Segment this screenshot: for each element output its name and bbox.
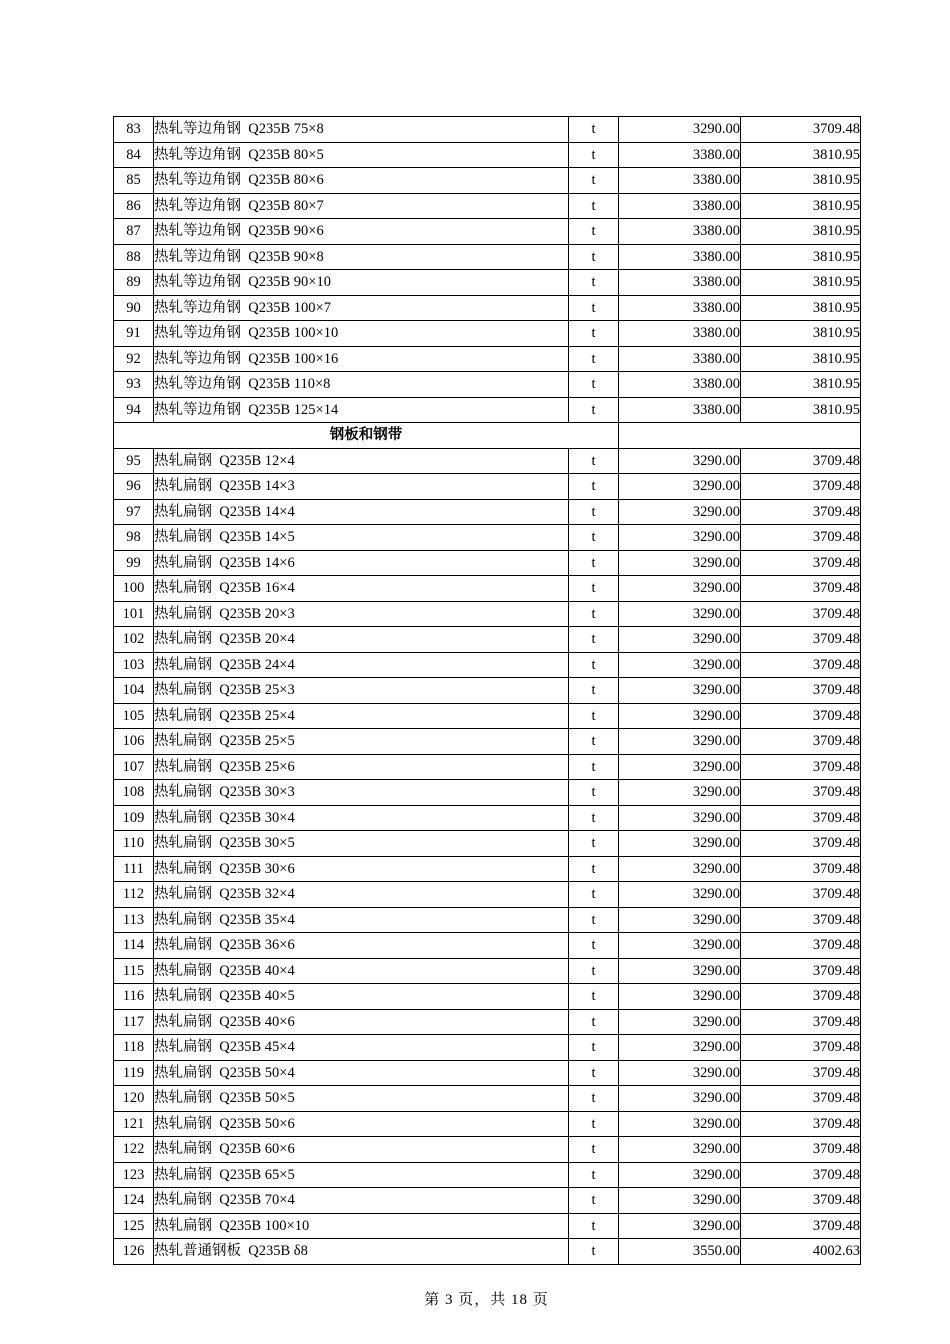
table-row (114, 805, 861, 831)
price2-cell: 3709.48 (741, 1111, 861, 1137)
table-row (114, 780, 861, 806)
price1-cell: 3290.00 (619, 856, 741, 882)
row-number-cell: 88 (114, 244, 154, 270)
table-row (114, 142, 861, 168)
price1-cell: 3290.00 (619, 1060, 741, 1086)
unit-cell: t (569, 1035, 619, 1061)
row-number-cell: 121 (114, 1111, 154, 1137)
unit-cell: t (569, 856, 619, 882)
row-number-cell: 91 (114, 321, 154, 347)
row-number-cell: 106 (114, 729, 154, 755)
row-number-cell: 123 (114, 1162, 154, 1188)
item-name-cell: 热轧扁钢 Q235B 40×5 (154, 984, 569, 1010)
table-row (114, 550, 861, 576)
price1-cell: 3290.00 (619, 1137, 741, 1163)
unit-cell: t (569, 525, 619, 551)
price1-cell: 3290.00 (619, 754, 741, 780)
price1-cell: 3290.00 (619, 601, 741, 627)
page-footer: 第 3 页，共 18 页 (424, 1292, 549, 1308)
unit-cell: t (569, 270, 619, 296)
row-number-cell: 99 (114, 550, 154, 576)
price2-cell: 3709.48 (741, 1213, 861, 1239)
item-name-cell: 热轧扁钢 Q235B 14×6 (154, 550, 569, 576)
unit-cell: t (569, 193, 619, 219)
item-name-cell: 热轧扁钢 Q235B 45×4 (154, 1035, 569, 1061)
price2-cell: 3709.48 (741, 499, 861, 525)
table-row (114, 193, 861, 219)
unit-cell: t (569, 474, 619, 500)
price1-cell: 3290.00 (619, 525, 741, 551)
table-row (114, 882, 861, 908)
row-number-cell: 96 (114, 474, 154, 500)
unit-cell: t (569, 1213, 619, 1239)
unit-cell: t (569, 984, 619, 1010)
price1-cell: 3290.00 (619, 1111, 741, 1137)
table-row (114, 1086, 861, 1112)
row-number-cell: 118 (114, 1035, 154, 1061)
table-row (114, 117, 861, 143)
row-number-cell: 95 (114, 448, 154, 474)
price2-cell: 3810.95 (741, 397, 861, 423)
unit-cell: t (569, 117, 619, 143)
row-number-cell: 120 (114, 1086, 154, 1112)
item-name-cell: 热轧等边角钢 Q235B 110×8 (154, 372, 569, 398)
price1-cell: 3290.00 (619, 1162, 741, 1188)
price1-cell: 3380.00 (619, 321, 741, 347)
item-name-cell: 热轧等边角钢 Q235B 80×7 (154, 193, 569, 219)
item-name-cell: 热轧等边角钢 Q235B 80×6 (154, 168, 569, 194)
row-number-cell: 104 (114, 678, 154, 704)
unit-cell: t (569, 142, 619, 168)
price1-cell: 3290.00 (619, 984, 741, 1010)
item-name-cell: 热轧扁钢 Q235B 25×6 (154, 754, 569, 780)
table-row (114, 372, 861, 398)
table-row (114, 1035, 861, 1061)
table-row (114, 678, 861, 704)
item-name-cell: 热轧扁钢 Q235B 30×3 (154, 780, 569, 806)
table-row (114, 219, 861, 245)
price2-cell: 3810.95 (741, 295, 861, 321)
table-row (114, 321, 861, 347)
price1-cell: 3290.00 (619, 627, 741, 653)
item-name-cell: 热轧扁钢 Q235B 50×6 (154, 1111, 569, 1137)
item-name-cell: 热轧等边角钢 Q235B 90×8 (154, 244, 569, 270)
price1-cell: 3380.00 (619, 346, 741, 372)
unit-cell: t (569, 780, 619, 806)
section-header-row (114, 423, 861, 449)
table-row (114, 397, 861, 423)
row-number-cell: 90 (114, 295, 154, 321)
row-number-cell: 98 (114, 525, 154, 551)
table-row (114, 984, 861, 1010)
table-row (114, 652, 861, 678)
row-number-cell: 100 (114, 576, 154, 602)
price2-cell: 3810.95 (741, 372, 861, 398)
item-name-cell: 热轧扁钢 Q235B 24×4 (154, 652, 569, 678)
item-name-cell: 热轧等边角钢 Q235B 100×7 (154, 295, 569, 321)
price2-cell: 3810.95 (741, 346, 861, 372)
price2-cell: 3709.48 (741, 1035, 861, 1061)
unit-cell: t (569, 1188, 619, 1214)
row-number-cell: 114 (114, 933, 154, 959)
unit-cell: t (569, 652, 619, 678)
row-number-cell: 83 (114, 117, 154, 143)
row-number-cell: 124 (114, 1188, 154, 1214)
table-row (114, 729, 861, 755)
price2-cell: 3810.95 (741, 168, 861, 194)
table-row (114, 907, 861, 933)
table-row (114, 831, 861, 857)
price2-cell: 3810.95 (741, 142, 861, 168)
unit-cell: t (569, 678, 619, 704)
row-number-cell: 126 (114, 1239, 154, 1265)
price1-cell: 3380.00 (619, 142, 741, 168)
price1-cell: 3290.00 (619, 907, 741, 933)
unit-cell: t (569, 1009, 619, 1035)
item-name-cell: 热轧扁钢 Q235B 25×4 (154, 703, 569, 729)
row-number-cell: 105 (114, 703, 154, 729)
price1-cell: 3380.00 (619, 372, 741, 398)
table-row (114, 627, 861, 653)
table-row (114, 1009, 861, 1035)
table-row (114, 1137, 861, 1163)
table-row (114, 168, 861, 194)
price1-cell: 3290.00 (619, 780, 741, 806)
item-name-cell: 热轧扁钢 Q235B 32×4 (154, 882, 569, 908)
table-row (114, 1111, 861, 1137)
unit-cell: t (569, 1060, 619, 1086)
unit-cell: t (569, 1086, 619, 1112)
price1-cell: 3290.00 (619, 1086, 741, 1112)
row-number-cell: 110 (114, 831, 154, 857)
row-number-cell: 111 (114, 856, 154, 882)
item-name-cell: 热轧扁钢 Q235B 65×5 (154, 1162, 569, 1188)
price2-cell: 3810.95 (741, 270, 861, 296)
price2-cell: 3709.48 (741, 117, 861, 143)
table-row (114, 270, 861, 296)
price2-cell: 3709.48 (741, 703, 861, 729)
unit-cell: t (569, 882, 619, 908)
price2-cell: 3709.48 (741, 1162, 861, 1188)
item-name-cell: 热轧等边角钢 Q235B 80×5 (154, 142, 569, 168)
price2-cell: 3709.48 (741, 678, 861, 704)
price2-cell: 3709.48 (741, 780, 861, 806)
unit-cell: t (569, 576, 619, 602)
item-name-cell: 热轧扁钢 Q235B 40×6 (154, 1009, 569, 1035)
table-row (114, 601, 861, 627)
row-number-cell: 102 (114, 627, 154, 653)
price2-cell: 3709.48 (741, 933, 861, 959)
price1-cell: 3380.00 (619, 168, 741, 194)
section-header-empty-cell (619, 423, 861, 449)
unit-cell: t (569, 958, 619, 984)
table-row (114, 1239, 861, 1265)
row-number-cell: 103 (114, 652, 154, 678)
item-name-cell: 热轧扁钢 Q235B 14×4 (154, 499, 569, 525)
unit-cell: t (569, 1111, 619, 1137)
price1-cell: 3290.00 (619, 117, 741, 143)
item-name-cell: 热轧普通钢板 Q235B δ8 (154, 1239, 569, 1265)
row-number-cell: 115 (114, 958, 154, 984)
row-number-cell: 87 (114, 219, 154, 245)
item-name-cell: 热轧扁钢 Q235B 30×5 (154, 831, 569, 857)
row-number-cell: 113 (114, 907, 154, 933)
table-row (114, 474, 861, 500)
price1-cell: 3290.00 (619, 1213, 741, 1239)
item-name-cell: 热轧扁钢 Q235B 16×4 (154, 576, 569, 602)
price2-cell: 3709.48 (741, 729, 861, 755)
table-row (114, 1060, 861, 1086)
price1-cell: 3290.00 (619, 1009, 741, 1035)
row-number-cell: 86 (114, 193, 154, 219)
row-number-cell: 93 (114, 372, 154, 398)
item-name-cell: 热轧扁钢 Q235B 70×4 (154, 1188, 569, 1214)
price2-cell: 3709.48 (741, 805, 861, 831)
price1-cell: 3290.00 (619, 576, 741, 602)
price1-cell: 3290.00 (619, 678, 741, 704)
unit-cell: t (569, 219, 619, 245)
unit-cell: t (569, 295, 619, 321)
price2-cell: 3709.48 (741, 831, 861, 857)
table-row (114, 933, 861, 959)
table-row (114, 754, 861, 780)
unit-cell: t (569, 168, 619, 194)
row-number-cell: 112 (114, 882, 154, 908)
item-name-cell: 热轧扁钢 Q235B 25×3 (154, 678, 569, 704)
unit-cell: t (569, 397, 619, 423)
price1-cell: 3290.00 (619, 831, 741, 857)
item-name-cell: 热轧扁钢 Q235B 14×3 (154, 474, 569, 500)
table-row (114, 1162, 861, 1188)
price2-cell: 3709.48 (741, 1060, 861, 1086)
table-row (114, 856, 861, 882)
item-name-cell: 热轧扁钢 Q235B 50×5 (154, 1086, 569, 1112)
price1-cell: 3290.00 (619, 1035, 741, 1061)
item-name-cell: 热轧等边角钢 Q235B 90×10 (154, 270, 569, 296)
price2-cell: 4002.63 (741, 1239, 861, 1265)
section-header-label: 钢板和钢带 (114, 423, 619, 449)
row-number-cell: 84 (114, 142, 154, 168)
price1-cell: 3290.00 (619, 882, 741, 908)
item-name-cell: 热轧扁钢 Q235B 35×4 (154, 907, 569, 933)
price1-cell: 3380.00 (619, 295, 741, 321)
price1-cell: 3290.00 (619, 448, 741, 474)
item-name-cell: 热轧扁钢 Q235B 50×4 (154, 1060, 569, 1086)
price2-cell: 3709.48 (741, 958, 861, 984)
item-name-cell: 热轧扁钢 Q235B 60×6 (154, 1137, 569, 1163)
price1-cell: 3290.00 (619, 1188, 741, 1214)
price2-cell: 3709.48 (741, 627, 861, 653)
unit-cell: t (569, 627, 619, 653)
row-number-cell: 125 (114, 1213, 154, 1239)
price2-cell: 3709.48 (741, 474, 861, 500)
row-number-cell: 101 (114, 601, 154, 627)
unit-cell: t (569, 805, 619, 831)
price2-cell: 3709.48 (741, 576, 861, 602)
price2-cell: 3810.95 (741, 244, 861, 270)
unit-cell: t (569, 831, 619, 857)
price2-cell: 3709.48 (741, 448, 861, 474)
table-row (114, 499, 861, 525)
price1-cell: 3290.00 (619, 958, 741, 984)
unit-cell: t (569, 550, 619, 576)
price2-cell: 3709.48 (741, 1188, 861, 1214)
price1-cell: 3550.00 (619, 1239, 741, 1265)
price2-cell: 3709.48 (741, 882, 861, 908)
item-name-cell: 热轧扁钢 Q235B 14×5 (154, 525, 569, 551)
price1-cell: 3290.00 (619, 652, 741, 678)
item-name-cell: 热轧扁钢 Q235B 36×6 (154, 933, 569, 959)
unit-cell: t (569, 321, 619, 347)
table-row (114, 525, 861, 551)
price1-cell: 3290.00 (619, 550, 741, 576)
price2-cell: 3709.48 (741, 984, 861, 1010)
price2-cell: 3709.48 (741, 601, 861, 627)
unit-cell: t (569, 754, 619, 780)
price2-cell: 3810.95 (741, 219, 861, 245)
price1-cell: 3290.00 (619, 933, 741, 959)
price1-cell: 3290.00 (619, 474, 741, 500)
item-name-cell: 热轧扁钢 Q235B 100×10 (154, 1213, 569, 1239)
table-row (114, 703, 861, 729)
row-number-cell: 122 (114, 1137, 154, 1163)
unit-cell: t (569, 1137, 619, 1163)
row-number-cell: 85 (114, 168, 154, 194)
item-name-cell: 热轧扁钢 Q235B 12×4 (154, 448, 569, 474)
item-name-cell: 热轧等边角钢 Q235B 100×10 (154, 321, 569, 347)
row-number-cell: 108 (114, 780, 154, 806)
row-number-cell: 97 (114, 499, 154, 525)
price2-cell: 3709.48 (741, 1009, 861, 1035)
unit-cell: t (569, 933, 619, 959)
price2-cell: 3810.95 (741, 193, 861, 219)
price1-cell: 3380.00 (619, 193, 741, 219)
row-number-cell: 92 (114, 346, 154, 372)
row-number-cell: 89 (114, 270, 154, 296)
price1-cell: 3380.00 (619, 219, 741, 245)
item-name-cell: 热轧扁钢 Q235B 25×5 (154, 729, 569, 755)
row-number-cell: 119 (114, 1060, 154, 1086)
price2-cell: 3709.48 (741, 652, 861, 678)
unit-cell: t (569, 729, 619, 755)
row-number-cell: 117 (114, 1009, 154, 1035)
row-number-cell: 94 (114, 397, 154, 423)
row-number-cell: 116 (114, 984, 154, 1010)
item-name-cell: 热轧扁钢 Q235B 20×3 (154, 601, 569, 627)
price1-cell: 3380.00 (619, 270, 741, 296)
table-row (114, 1213, 861, 1239)
price1-cell: 3290.00 (619, 499, 741, 525)
price1-cell: 3290.00 (619, 729, 741, 755)
item-name-cell: 热轧扁钢 Q235B 30×6 (154, 856, 569, 882)
unit-cell: t (569, 1162, 619, 1188)
price1-cell: 3380.00 (619, 397, 741, 423)
price-table (113, 116, 861, 1265)
price2-cell: 3709.48 (741, 856, 861, 882)
unit-cell: t (569, 244, 619, 270)
item-name-cell: 热轧扁钢 Q235B 30×4 (154, 805, 569, 831)
item-name-cell: 热轧等边角钢 Q235B 125×14 (154, 397, 569, 423)
table-row (114, 346, 861, 372)
table-row (114, 448, 861, 474)
price2-cell: 3709.48 (741, 1086, 861, 1112)
price1-cell: 3290.00 (619, 703, 741, 729)
table-row (114, 244, 861, 270)
unit-cell: t (569, 703, 619, 729)
unit-cell: t (569, 346, 619, 372)
unit-cell: t (569, 907, 619, 933)
item-name-cell: 热轧等边角钢 Q235B 90×6 (154, 219, 569, 245)
price2-cell: 3709.48 (741, 754, 861, 780)
unit-cell: t (569, 448, 619, 474)
row-number-cell: 109 (114, 805, 154, 831)
price1-cell: 3380.00 (619, 244, 741, 270)
item-name-cell: 热轧等边角钢 Q235B 100×16 (154, 346, 569, 372)
row-number-cell: 107 (114, 754, 154, 780)
price2-cell: 3709.48 (741, 525, 861, 551)
price2-cell: 3709.48 (741, 1137, 861, 1163)
table-row (114, 295, 861, 321)
price1-cell: 3290.00 (619, 805, 741, 831)
item-name-cell: 热轧扁钢 Q235B 40×4 (154, 958, 569, 984)
unit-cell: t (569, 499, 619, 525)
price2-cell: 3709.48 (741, 907, 861, 933)
unit-cell: t (569, 1239, 619, 1265)
unit-cell: t (569, 372, 619, 398)
price-table-body (114, 117, 861, 1265)
item-name-cell: 热轧等边角钢 Q235B 75×8 (154, 117, 569, 143)
price2-cell: 3709.48 (741, 550, 861, 576)
table-row (114, 1188, 861, 1214)
price2-cell: 3810.95 (741, 321, 861, 347)
item-name-cell: 热轧扁钢 Q235B 20×4 (154, 627, 569, 653)
unit-cell: t (569, 601, 619, 627)
table-row (114, 958, 861, 984)
table-row (114, 576, 861, 602)
